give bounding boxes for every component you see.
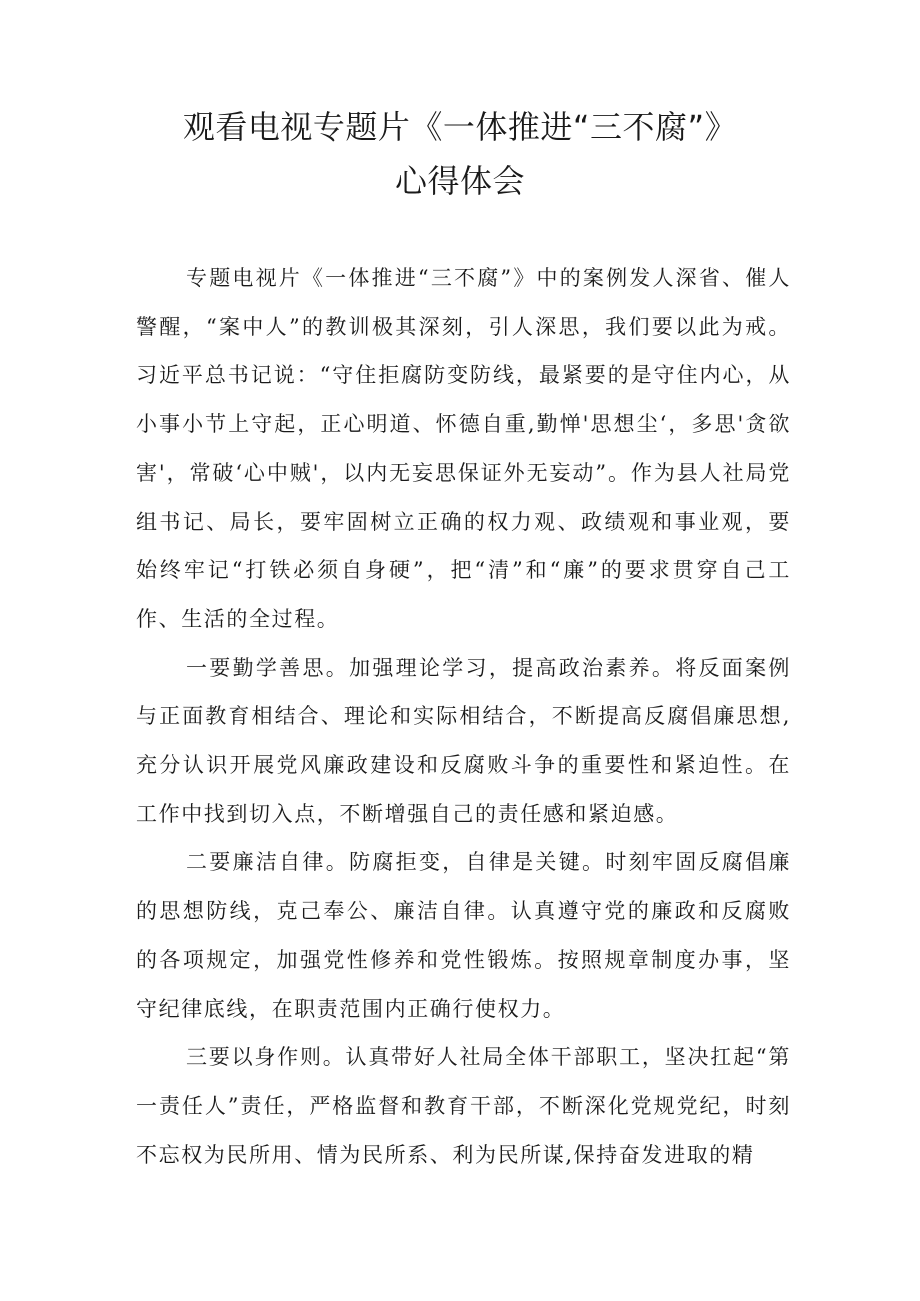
paragraph-point-2: 二要廉洁自律。防腐拒变，自律是关键。时刻牢固反腐倡廉的思想防线，克己奉公、廉洁自律。认真遵守党的廉政和反腐败的各项规定，加强党性修养和党性锻炼。按照规章制度办事，坚守纪律底线，在职责范围内正确行使权力。 bbox=[136, 850, 791, 1021]
title-line-2: 心得体会 bbox=[394, 162, 525, 200]
paragraph-point-3: 三要以身作则。认真带好人社局全体干部职工，坚决扛起“第一责任人”责任，严格监督和教育干部，不断深化党规党纪，时刻不忘权为民所用、情为民所系、利为民所谋,保持奋发进取的精 bbox=[136, 1045, 791, 1167]
document-title bbox=[0, 100, 920, 208]
title-line-1: 观看电视专题片《一体推进“三不腐”》 bbox=[182, 108, 738, 146]
paragraph-intro: 专题电视片《一体推进“三不腐”》中的案例发人深省、催人警醒，“案中人”的教训极其深刻，引人深思，我们要以此为戒。习近平总书记说：“守住拒腐防变防线，最紧要的是守住内心，从小事小节上守起，正心明道、怀德自重,勤惮'思想尘‘，多思'贪欲害'，常破‘心中贼'，以内无妄思保证外无妄动”。作为县人社局党组书记、局长，要牢固树立正确的权力观、政绩观和事业观，要始终牢记“打铁必须自身硬”，把“清”和“廉”的要求贯穿自己工作、生活的全过程。 bbox=[136, 266, 791, 631]
document-body bbox=[136, 254, 791, 1179]
paragraph-point-1: 一要勤学善思。加强理论学习，提高政治素养。将反面案例与正面教育相结合、理论和实际相结合，不断提高反腐倡廉思想,充分认识开展党风廉政建设和反腐败斗争的重要性和紧迫性。在工作中找到切入点，不断增强自己的责任感和紧迫感。 bbox=[136, 655, 791, 826]
